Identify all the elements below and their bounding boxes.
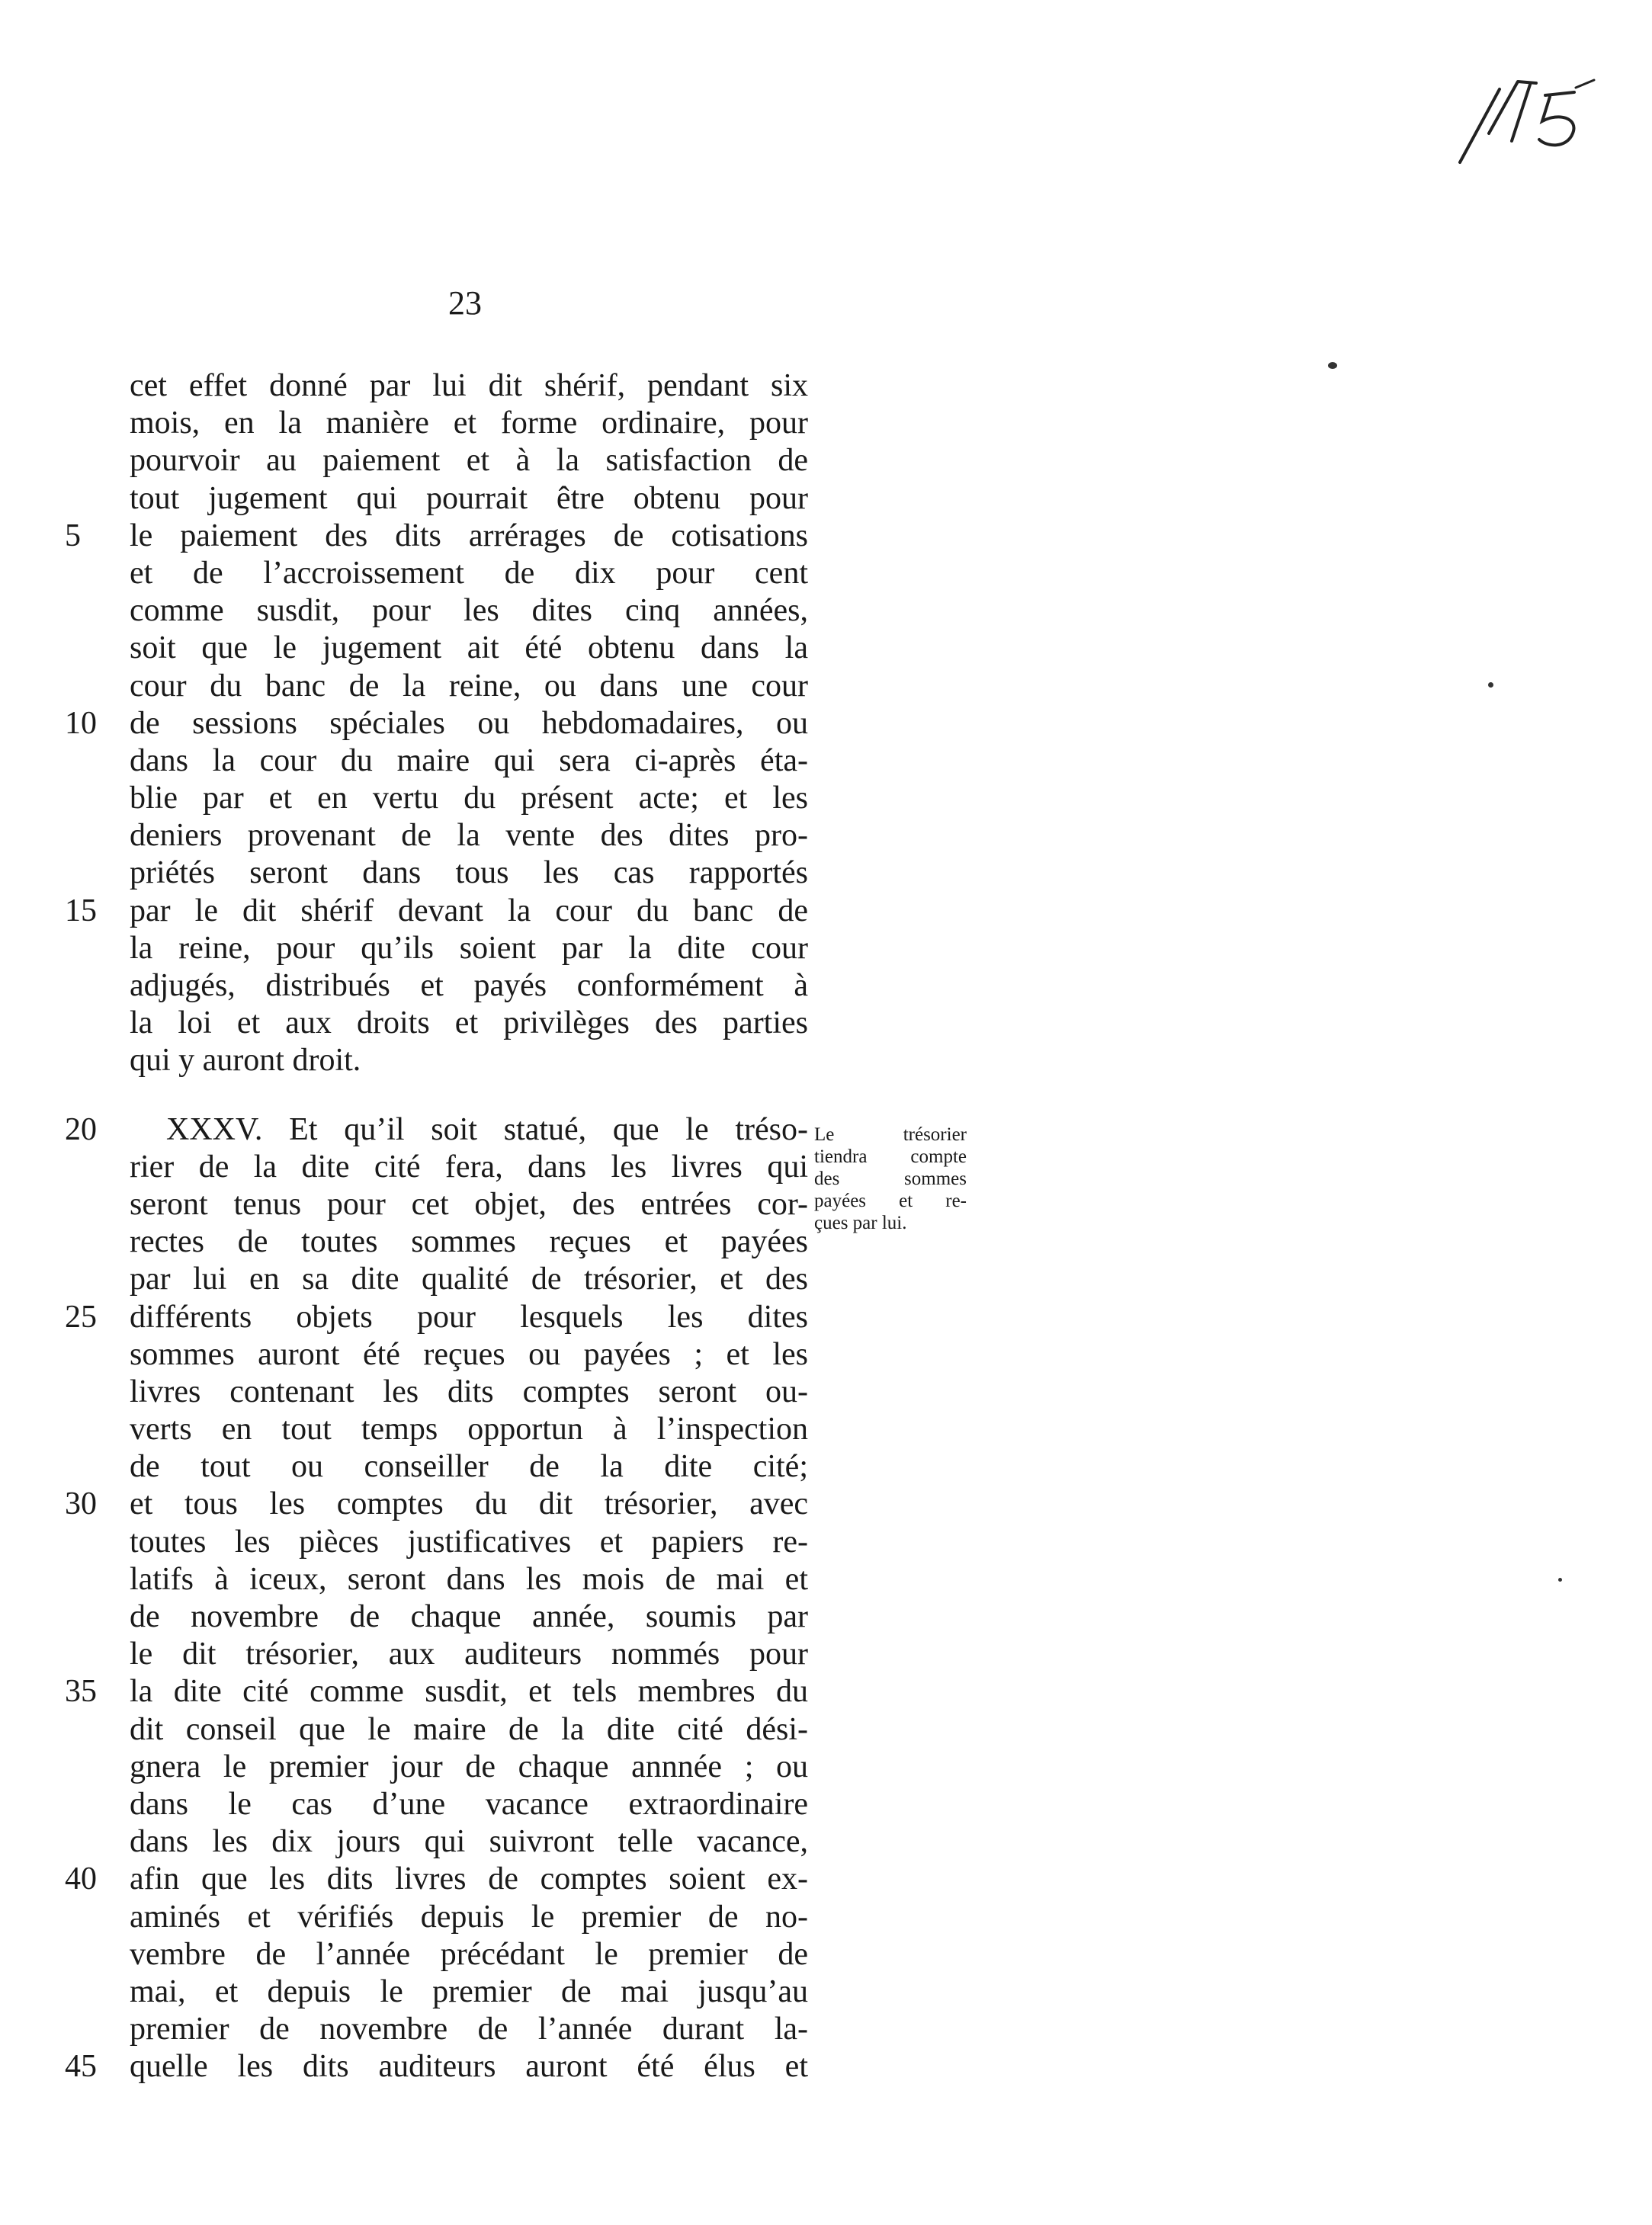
scan-speck <box>1488 682 1493 688</box>
margin-note-line: des sommes <box>814 1169 967 1189</box>
text-line <box>130 1374 808 1411</box>
text-line <box>130 1561 808 1598</box>
text-line <box>130 555 808 592</box>
text-line <box>130 1711 808 1749</box>
text-line <box>130 1786 808 1823</box>
text-line <box>130 630 808 667</box>
line-text: mai, et depuis le premier de mai jusqu’au <box>130 1973 808 2009</box>
line-text: le paiement des dits arrérages de cotisations <box>130 518 808 553</box>
line-text: de sessions spéciales ou hebdomadaires, ou <box>130 705 808 741</box>
text-line <box>130 742 808 780</box>
text-line <box>130 1598 808 1636</box>
line-text: comme susdit, pour les dites cinq années, <box>130 593 808 629</box>
line-text: rier de la dite cité fera, dans les livres qui <box>130 1149 808 1185</box>
line-number: 30 <box>65 1486 97 1522</box>
page-number: 23 <box>448 284 482 322</box>
line-number: 35 <box>65 1674 97 1710</box>
line-text: le dit trésorier, aux auditeurs nommés pour <box>130 1637 808 1672</box>
line-text: adjugés, distribués et payés conformément à <box>130 968 808 1003</box>
line-text: cet effet donné par lui dit shérif, pendant six <box>130 368 808 403</box>
line-number: 25 <box>65 1299 97 1335</box>
margin-note-line: payées et re- <box>814 1191 967 1211</box>
line-text: vembre de l’année précédant le premier de <box>130 1936 808 1972</box>
text-line <box>130 405 808 442</box>
section-gap <box>130 1080 808 1111</box>
text-line <box>130 1899 808 1936</box>
text-line <box>130 1005 808 1042</box>
text-line <box>130 442 808 479</box>
line-text: livres contenant les dits comptes seront ou- <box>130 1374 808 1409</box>
line-text: deniers provenant de la vente des dites pro- <box>130 818 808 854</box>
text-line <box>130 930 808 967</box>
text-line <box>65 1861 808 1898</box>
line-text: pourvoir au paiement et à la satisfaction de <box>130 443 808 479</box>
text-line <box>65 1486 808 1523</box>
line-number: 40 <box>65 1861 97 1897</box>
margin-note <box>814 1124 967 1234</box>
line-text: mois, en la manière et forme ordinaire, pour <box>130 406 808 441</box>
margin-note-line: Le trésorier <box>814 1124 967 1145</box>
text-line <box>130 780 808 817</box>
line-text: premier de novembre de l’année durant la- <box>130 2012 808 2047</box>
margin-note-line: tiendra compte <box>814 1146 967 1167</box>
text-line <box>130 367 808 405</box>
line-text: aminés et vérifiés depuis le premier de no- <box>130 1899 808 1935</box>
line-number: 45 <box>65 2049 97 2085</box>
line-text: afin que les dits livres de comptes soient ex- <box>130 1861 808 1897</box>
line-text: dans les dix jours qui suivront telle vacance, <box>130 1824 808 1860</box>
main-text <box>65 367 808 2086</box>
text-line <box>130 1042 808 1079</box>
text-line <box>130 1223 808 1261</box>
line-text: tout jugement qui pourrait être obtenu pour <box>130 480 808 516</box>
text-line <box>130 592 808 630</box>
line-text: différents objets pour lesquels les dites <box>130 1299 808 1335</box>
text-line <box>130 668 808 705</box>
line-text: rectes de toutes sommes reçues et payées <box>130 1224 808 1260</box>
line-text: par lui en sa dite qualité de trésorier, et des <box>130 1262 808 1297</box>
text-line <box>130 1411 808 1448</box>
text-line <box>130 1186 808 1223</box>
line-text: soit que le jugement ait été obtenu dans la <box>130 630 808 666</box>
text-line <box>130 1636 808 1673</box>
text-line <box>65 518 808 555</box>
text-line <box>130 1749 808 1786</box>
line-text: sommes auront été reçues ou payées ; et les <box>130 1336 808 1372</box>
line-text: et tous les comptes du dit trésorier, avec <box>130 1486 808 1522</box>
line-text: blie par et en vertu du présent acte; et les <box>130 781 808 816</box>
text-line <box>65 893 808 930</box>
line-number: 5 <box>65 518 81 553</box>
line-text: seront tenus pour cet objet, des entrées cor- <box>130 1186 808 1222</box>
line-number: 10 <box>65 705 97 741</box>
scan-speck <box>1328 362 1337 369</box>
line-text: et de l’accroissement de dix pour cent <box>130 555 808 591</box>
text-line <box>130 2011 808 2048</box>
line-text: la dite cité comme susdit, et tels membres du <box>130 1674 808 1710</box>
handwritten-folio-mark <box>1445 57 1620 172</box>
line-text: verts en tout temps opportun à l’inspection <box>130 1412 808 1448</box>
line-text: gnera le premier jour de chaque annnée ; ou <box>130 1749 808 1784</box>
text-line <box>65 705 808 742</box>
line-text: latifs à iceux, seront dans les mois de mai et <box>130 1561 808 1597</box>
text-line <box>130 1823 808 1861</box>
text-line <box>65 1111 808 1149</box>
line-number: 20 <box>65 1111 97 1147</box>
line-text: par le dit shérif devant la cour du banc de <box>130 893 808 928</box>
text-line <box>65 2048 808 2086</box>
text-line <box>130 967 808 1005</box>
text-line <box>130 1936 808 1973</box>
line-text: qui y auront droit. <box>130 1043 361 1079</box>
text-line <box>130 1261 808 1298</box>
text-line <box>130 1973 808 2011</box>
line-text: la reine, pour qu’ils soient par la dite cour <box>130 930 808 966</box>
margin-note-line: çues par lui. <box>814 1213 907 1233</box>
line-text: dans la cour du maire qui sera ci-après éta- <box>130 742 808 778</box>
line-text: toutes les pièces justificatives et papiers re- <box>130 1524 808 1560</box>
scan-speck <box>1558 1578 1562 1582</box>
text-line <box>65 1673 808 1710</box>
text-line <box>130 480 808 518</box>
line-text: dans le cas d’une vacance extraordinaire <box>130 1786 808 1822</box>
line-text: dit conseil que le maire de la dite cité dési- <box>130 1711 808 1747</box>
text-line <box>130 1524 808 1561</box>
line-text: la loi et aux droits et privilèges des parties <box>130 1005 808 1041</box>
text-line <box>130 1448 808 1486</box>
text-line <box>130 1149 808 1186</box>
text-line <box>130 854 808 892</box>
line-text: de novembre de chaque année, soumis par <box>130 1599 808 1634</box>
text-line <box>130 817 808 854</box>
line-text: cour du banc de la reine, ou dans une cour <box>130 668 808 704</box>
line-text: quelle les dits auditeurs auront été élus et <box>130 2049 808 2085</box>
line-text: priétés seront dans tous les cas rapportés <box>130 855 808 891</box>
line-text: de tout ou conseiller de la dite cité; <box>130 1449 808 1485</box>
line-text: XXXV. Et qu’il soit statué, que le tréso- <box>166 1111 808 1147</box>
line-number: 15 <box>65 893 97 928</box>
text-line <box>65 1299 808 1336</box>
text-line <box>130 1336 808 1374</box>
